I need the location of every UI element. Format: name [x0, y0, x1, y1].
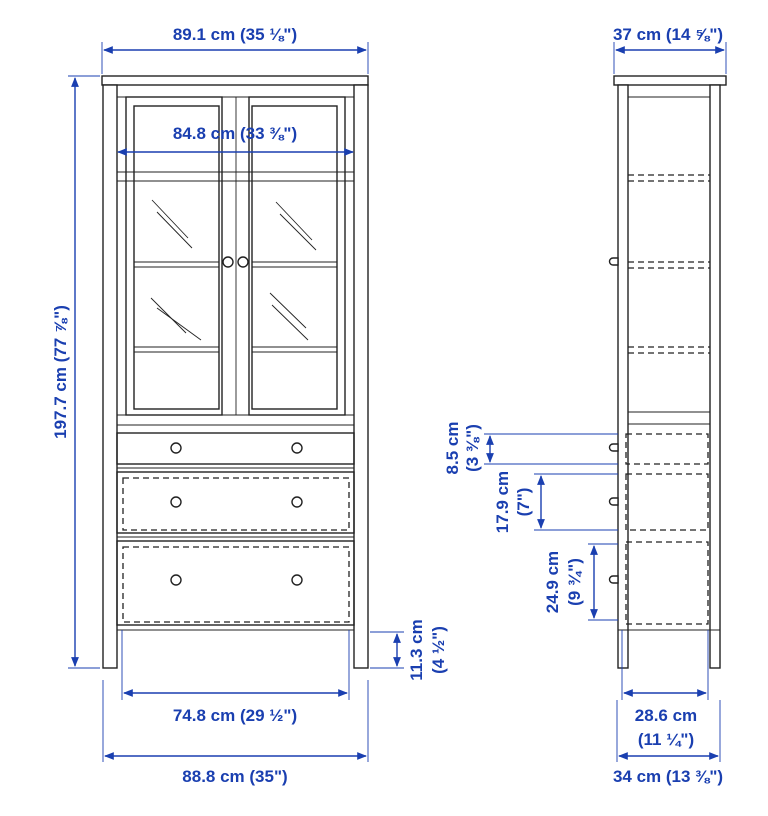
base-width-label: 88.8 cm (35") — [182, 767, 288, 786]
dimension-drawer3 — [543, 544, 618, 620]
base-depth-label: 34 cm (13 ⅜") — [612, 767, 724, 786]
drawer-small — [117, 433, 354, 464]
drawer-knob — [292, 443, 302, 453]
dimension-depth-top — [613, 25, 726, 74]
glass-reflection-marks — [151, 200, 316, 340]
leg-height-imperial: (4 ½") — [429, 626, 448, 674]
depth-top-label: 37 cm (14 ⅝") — [612, 25, 724, 44]
inner-depth-metric: 28.6 cm — [634, 706, 698, 725]
side-view-cabinet — [610, 76, 727, 668]
drawer3-metric: 24.9 cm — [543, 550, 562, 614]
height-label: 197.7 cm (77 ⅞") — [51, 305, 70, 439]
leg-height-metric: 11.3 cm — [407, 619, 426, 681]
drawer-knob — [292, 497, 302, 507]
front-view-cabinet — [102, 76, 368, 668]
overall-width-label: 89.1 cm (35 ⅛") — [172, 25, 298, 44]
dimension-height — [51, 76, 100, 668]
drawer-knob — [292, 575, 302, 585]
dimension-drawer1 — [443, 422, 618, 475]
dimension-base-width — [103, 680, 368, 786]
door-knob — [238, 257, 248, 267]
drawer1-metric: 8.5 cm — [443, 421, 462, 475]
drawer-knob — [171, 443, 181, 453]
drawer-knob — [171, 497, 181, 507]
door-knob — [223, 257, 233, 267]
drawer1-imperial: (3 ⅜") — [463, 424, 482, 472]
drawer2-metric: 17.9 cm — [493, 470, 512, 534]
drawer2-imperial: (7") — [514, 487, 533, 517]
dimension-drawer2 — [493, 471, 618, 533]
drawer-knob — [171, 575, 181, 585]
inner-depth-imperial: (11 ¼") — [637, 730, 695, 749]
dimension-inner-width — [118, 124, 353, 152]
drawer3-imperial: (9 ¾") — [565, 558, 584, 606]
dimension-overall-width — [102, 25, 368, 74]
dimension-drawer-width — [122, 630, 349, 725]
inner-width-label: 84.8 cm (33 ⅜") — [172, 124, 298, 143]
dimension-inner-depth — [622, 630, 708, 749]
dimension-leg-height — [370, 619, 448, 680]
drawer-width-label: 74.8 cm (29 ½") — [172, 706, 298, 725]
drawer-large — [117, 541, 354, 625]
drawer-medium — [117, 472, 354, 533]
